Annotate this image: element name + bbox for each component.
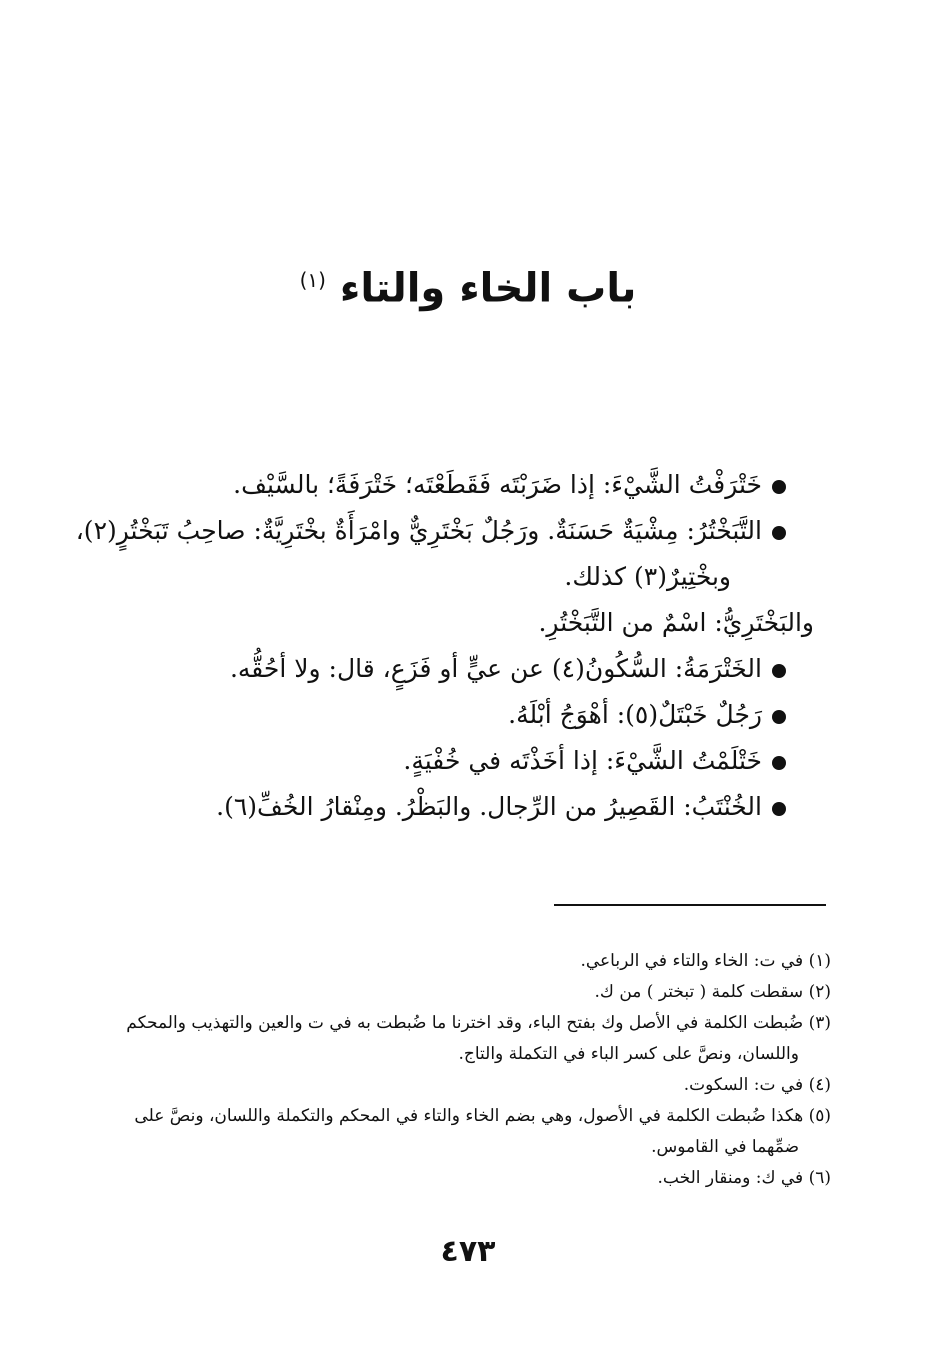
entry-text: رَجُلٌ خَبْتَلٌ(٥): أهْوَجُ أبْلَهُ. [508, 700, 762, 729]
footnote-5: (٥) هكذا ضُبطت الكلمة في الأصول، وهي بضم الخاء والتاء في المحكم والتكملة واللسان، ونصَّ على [134, 1106, 831, 1126]
footnote-3-continuation: واللسان، ونصَّ على كسر الباء في التكملة والتاج. [458, 1044, 799, 1064]
entry-text: الخَتْرَمَةُ: السُّكُونُ(٤) عن عيٍّ أو فَزَعٍ، قال: ولا أحُقُّه. [229, 654, 762, 683]
bullet-icon [772, 526, 786, 540]
entry-text: الخُنْتَبُ: القَصِيرُ من الرِّجال. والبَظْرُ. ومِنْقارُ الخُفِّ(٦). [216, 792, 762, 821]
page-number: ٤٧٣ [440, 1234, 496, 1269]
entry-6 [126, 738, 786, 784]
entry-text: التَّبَخْتُرُ: مِشْيَةٌ حَسَنَةٌ. ورَجُلٌ بَخْتَرِيٌّ وامْرَأَةٌ بخْتَرِيَّةٌ: صاحِبُ تَبَخْتُرٍ(٢)، [75, 516, 762, 545]
bullet-icon [772, 756, 786, 770]
entry-2 [75, 508, 786, 554]
bullet-icon [772, 664, 786, 678]
footnote-4: (٤) في ت: السكوت. [683, 1075, 831, 1095]
footnote-5-continuation: ضمِّهما في القاموس. [651, 1137, 799, 1157]
entry-7 [126, 784, 786, 830]
dictionary-entries [75, 462, 814, 830]
footnote-6: (٦) في ك: ومنقار الخب. [657, 1168, 831, 1188]
bullet-icon [772, 480, 786, 494]
bullet-icon [772, 710, 786, 724]
chapter-title-text: باب الخاء والتاء [339, 265, 637, 312]
entry-2-continuation [126, 554, 786, 600]
footnotes [91, 946, 831, 1194]
entry-1 [126, 462, 786, 508]
entry-3 [126, 600, 814, 646]
entry-5 [126, 692, 786, 738]
chapter-title-footnote-mark: (١) [299, 268, 326, 292]
entry-text: خَتْلَمْتُ الشَّيْءَ: إذا أخَذْتَه في خُفْيَةٍ. [403, 746, 762, 775]
entry-4 [126, 646, 786, 692]
chapter-title [0, 250, 936, 318]
footnote-1: (١) في ت: الخاء والتاء في الرباعي. [580, 951, 831, 971]
footnote-3: (٣) ضُبطت الكلمة في الأصل وك بفتح الباء، وقد اخترنا ما ضُبطت به في ت والعين والتهذيب والمحكم [126, 1013, 831, 1033]
entry-text: وبخْتِيرٌ(٣) كذلك. [564, 562, 731, 591]
entry-text: خَتْرَفْتُ الشَّيْءَ: إذا ضَرَبْتَه فَقَطَعْتَه؛ خَتْرَفَةً؛ بالسَّيْف. [233, 470, 762, 499]
bullet-icon [772, 802, 786, 816]
entry-text: والبَخْتَرِيُّ: اسْمٌ من التَّبَخْتُرِ. [538, 608, 814, 637]
footnote-2: (٢) سقطت كلمة ( تبختر ) من ك. [594, 982, 831, 1002]
footnote-separator [554, 904, 826, 906]
